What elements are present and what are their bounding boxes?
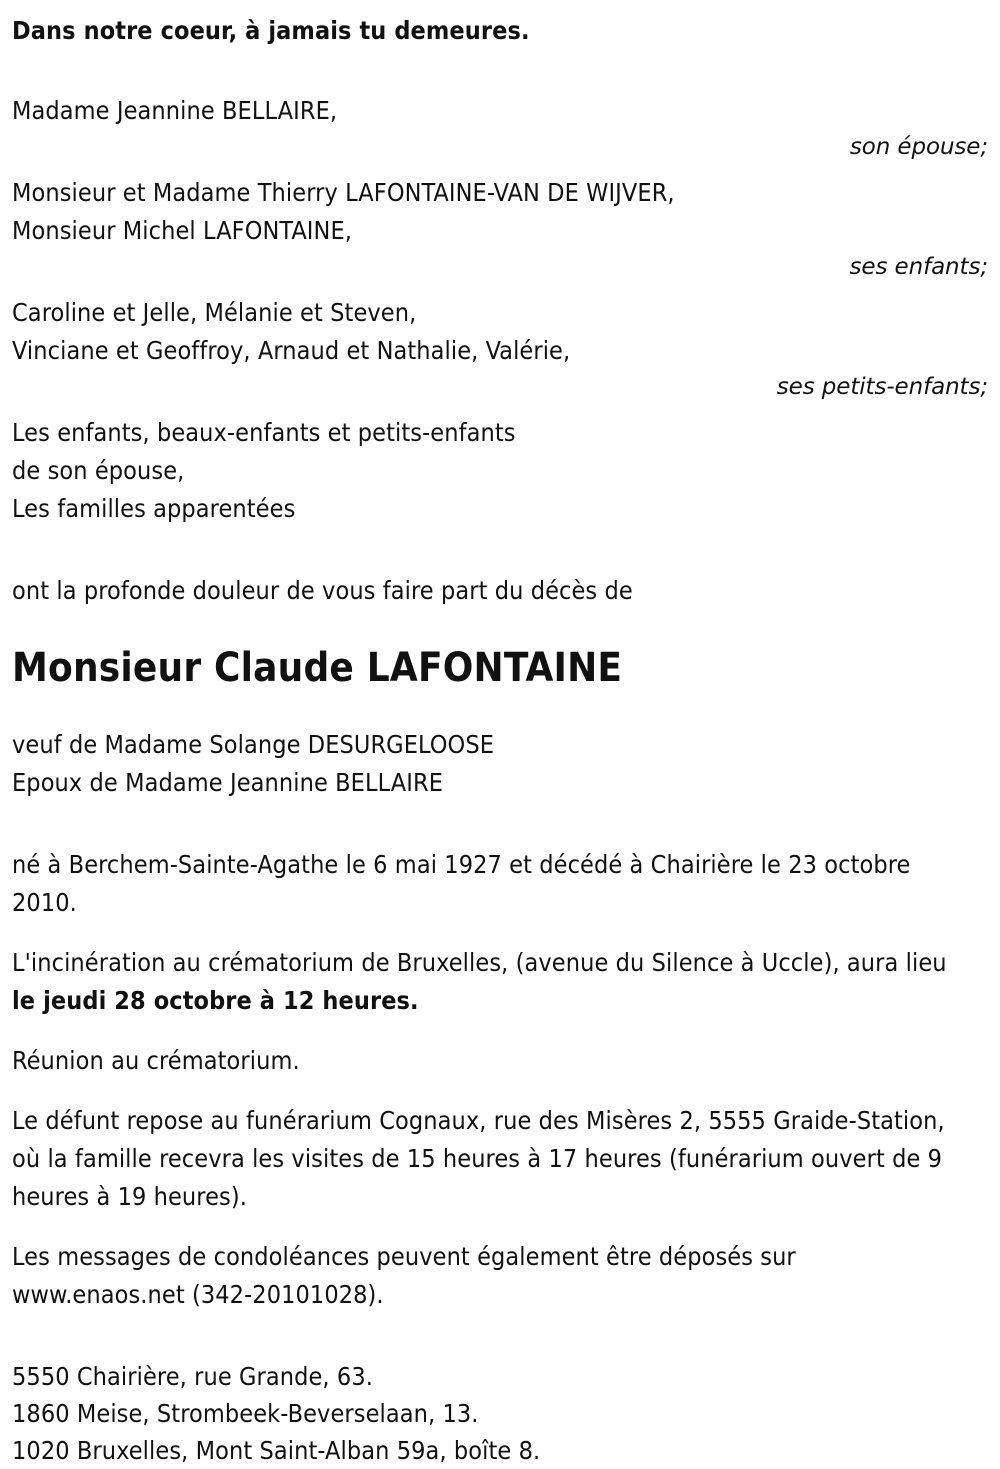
marital-line-1: veuf de Madame Solange DESURGELOOSE bbox=[12, 730, 495, 759]
spacer bbox=[12, 922, 990, 944]
spouse-line: Madame Jeannine BELLAIRE, bbox=[12, 96, 338, 125]
children-relation-label: ses enfants; bbox=[849, 254, 988, 280]
cremation-text-regular: L'incinération au crématorium de Bruxelles, (avenue du Silence à Uccle), aura lieu bbox=[12, 948, 947, 977]
address-line-1: 5550 Chairière, rue Grande, 63. bbox=[12, 1362, 373, 1391]
spouse-relation-label: son épouse; bbox=[849, 134, 988, 160]
grandchildren-block bbox=[12, 294, 990, 404]
spouse-block bbox=[12, 92, 990, 164]
condolences-paragraph: Les messages de condoléances peuvent également être déposés sur www.enaos.net (342-20101028). bbox=[12, 1242, 796, 1309]
address-line-2: 1860 Meise, Strombeek-Beverselaan, 13. bbox=[12, 1399, 479, 1428]
children-block bbox=[12, 174, 990, 284]
other-relatives-line-2: de son épouse, bbox=[12, 456, 185, 485]
other-relatives-line-3: Les familles apparentées bbox=[12, 494, 296, 523]
cremation-paragraph bbox=[12, 944, 972, 1020]
other-relatives-line-1: Les enfants, beaux-enfants et petits-enfants bbox=[12, 418, 516, 447]
spacer bbox=[12, 528, 990, 572]
spacer bbox=[12, 1080, 990, 1102]
spacer bbox=[12, 1216, 990, 1238]
announcement-text: ont la profonde douleur de vous faire part du décès de bbox=[12, 576, 633, 605]
spacer bbox=[12, 692, 990, 726]
death-notice-document bbox=[12, 0, 990, 1465]
marital-line-2: Epoux de Madame Jeannine BELLAIRE bbox=[12, 768, 444, 797]
spacer bbox=[12, 1314, 990, 1358]
grandchild-line-1: Caroline et Jelle, Mélanie et Steven, bbox=[12, 298, 417, 327]
cremation-datetime-bold: le jeudi 28 octobre à 12 heures. bbox=[12, 986, 419, 1015]
spacer bbox=[12, 1020, 990, 1042]
spacer bbox=[12, 284, 990, 294]
notice-headline: Dans notre coeur, à jamais tu demeures. bbox=[12, 16, 530, 45]
spacer bbox=[12, 164, 990, 174]
child-line-2: Monsieur Michel LAFONTAINE, bbox=[12, 216, 353, 245]
funeral-home-paragraph: Le défunt repose au funérarium Cognaux, rue des Misères 2, 5555 Graide-Station, où la famille recevra les visites de 15 heures à 17 heures (funérarium ouvert de 9 heures à 19 heures). bbox=[12, 1106, 945, 1211]
grandchildren-relation-label: ses petits-enfants; bbox=[776, 374, 988, 400]
other-relatives-block bbox=[12, 414, 990, 528]
marital-status-block bbox=[12, 726, 990, 802]
birth-death-paragraph: né à Berchem-Sainte-Agathe le 6 mai 1927 et décédé à Chairière le 23 octobre 2010. bbox=[12, 850, 911, 917]
address-line-3: 1020 Bruxelles, Mont Saint-Alban 59a, boîte 8. bbox=[12, 1436, 541, 1465]
gathering-paragraph: Réunion au crématorium. bbox=[12, 1046, 300, 1075]
child-line-1: Monsieur et Madame Thierry LAFONTAINE-VAN DE WIJVER, bbox=[12, 178, 675, 207]
grandchild-line-2: Vinciane et Geoffroy, Arnaud et Nathalie, Valérie, bbox=[12, 336, 571, 365]
deceased-name: Monsieur Claude LAFONTAINE bbox=[12, 645, 623, 691]
spacer bbox=[12, 802, 990, 846]
spacer bbox=[12, 404, 990, 414]
spacer bbox=[12, 610, 990, 644]
